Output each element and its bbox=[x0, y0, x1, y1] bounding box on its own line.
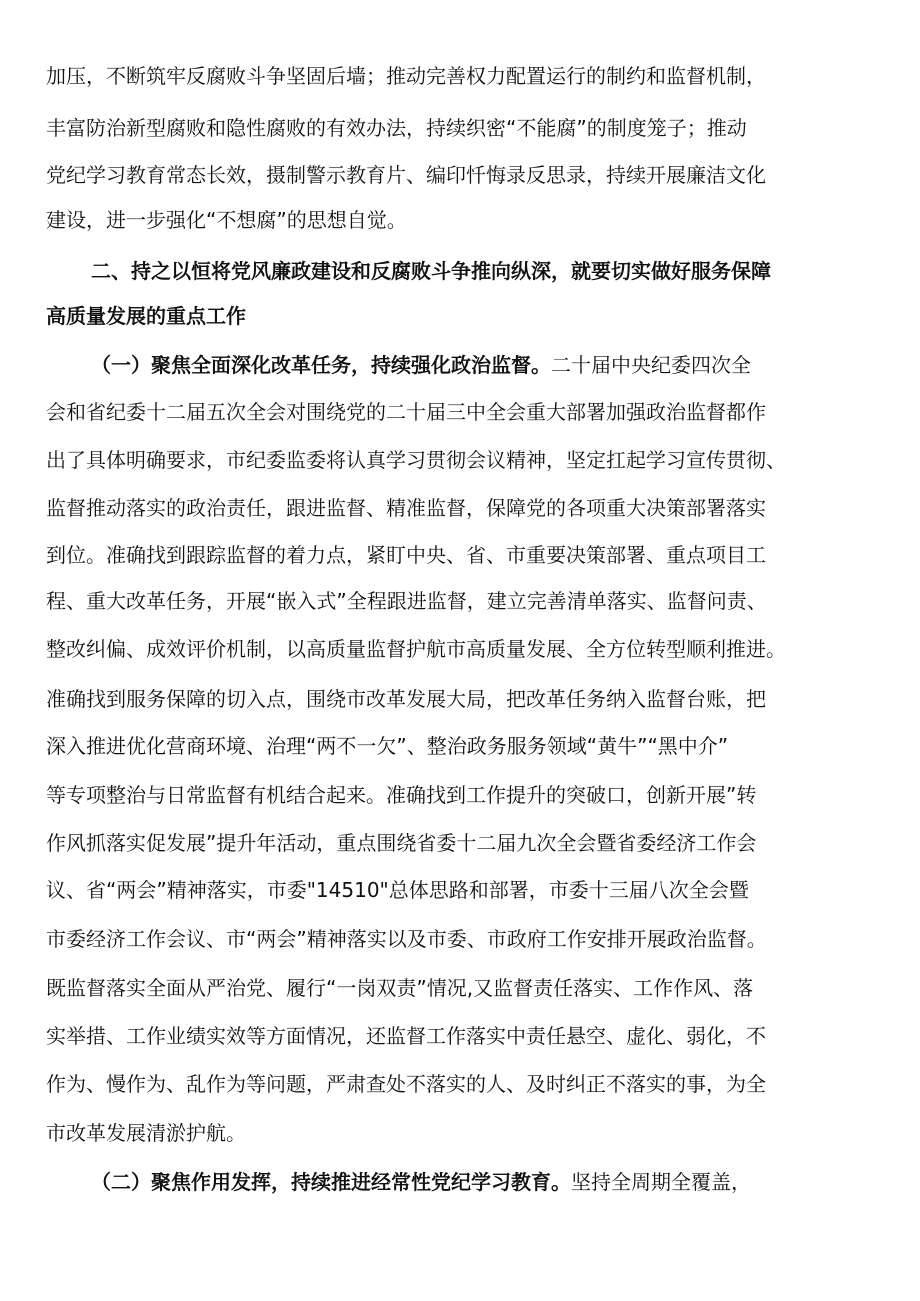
section-heading: 高质量发展的重点工作 bbox=[46, 304, 246, 328]
paragraph-line: 会和省纪委十二届五次全会对围绕党的二十届三中全会重大部署加强政治监督都作 bbox=[46, 400, 766, 424]
paragraph-line: 监督推动落实的政治责任，跟进监督、精准监督，保障党的各项重大决策部署落实 bbox=[46, 496, 766, 520]
subsection-first-line bbox=[91, 342, 882, 388]
paragraph-line: 作为、慢作为、乱作为等问题，严肃查处不落实的人、及时纠正不落实的事，为全 bbox=[46, 1072, 766, 1096]
paragraph-line: 程、重大改革任务，开展“嵌入式”全程跟进监督，建立完善清单落实、监督问责、 bbox=[46, 589, 767, 613]
paragraph-line: 到位。准确找到跟踪监督的着力点，紧盯中央、省、市重要决策部署、重点项目工 bbox=[46, 543, 766, 567]
paragraph-line: 议、省“两会”精神落实，市委"14510"总体思路和部署，市委十三届八次全会暨 bbox=[46, 878, 749, 902]
paragraph-line: 作风抓落实促发展”提升年活动，重点围绕省委十二届九次全会暨省委经济工作会 bbox=[46, 831, 757, 855]
paragraph-line: 等专项整治与日常监督有机结合起来。准确找到工作提升的突破口，创新开展”转 bbox=[46, 783, 757, 807]
paragraph-line: 党纪学习教育常态长效，摄制警示教育片、编印忏悔录反思录，持续开展廉洁文化 bbox=[46, 163, 766, 187]
paragraph-line: 市委经济工作会议、市“两会”精神落实以及市委、市政府工作安排开展政治监督。 bbox=[46, 927, 767, 951]
paragraph-line: 实举措、工作业绩实效等方面情况，还监督工作落实中责任悬空、虚化、弱化，不 bbox=[46, 1024, 766, 1048]
paragraph-line: 整改纠偏、成效评价机制，以高质量监督护航市高质量发展、全方位转型顺利推进。 bbox=[46, 637, 786, 661]
subsection-text: 坚持全周期全覆盖， bbox=[571, 1170, 751, 1194]
subsection-title: （一）聚焦全面深化改革任务，持续强化政治监督。 bbox=[91, 353, 551, 377]
paragraph-line: 出了具体明确要求，市纪委监委将认真学习贯彻会议精神，坚定扛起学习宣传贯彻、 bbox=[46, 448, 786, 472]
paragraph-line: 建设，进一步强化“不想腐”的思想自觉。 bbox=[46, 208, 407, 232]
subsection-first-line bbox=[91, 1159, 882, 1205]
paragraph-line: 准确找到服务保障的切入点，围绕市改革发展大局，把改革任务纳入监督台账，把 bbox=[46, 687, 766, 711]
subsection-text: 二十届中央纪委四次全 bbox=[551, 353, 751, 377]
paragraph-line: 丰富防治新型腐败和隐性腐败的有效办法，持续织密“不能腐”的制度笼子；推动 bbox=[46, 116, 747, 140]
paragraph-line: 加压，不断筑牢反腐败斗争坚固后墙；推动完善权力配置运行的制约和监督机制， bbox=[46, 64, 766, 88]
subsection-title: （二）聚焦作用发挥，持续推进经常性党纪学习教育。 bbox=[91, 1170, 571, 1194]
paragraph-line: 既监督落实全面从严治党、履行“一岗双责”情况,又监督责任落实、工作作风、落 bbox=[46, 976, 754, 1000]
paragraph-line: 市改革发展清淤护航。 bbox=[46, 1121, 246, 1145]
section-heading: 二、持之以恒将党风廉政建设和反腐败斗争推向纵深，就要切实做好服务保障 bbox=[91, 259, 771, 283]
paragraph-line: 深入推进优化营商环境、治理“两不一欠”、整治政务服务领域“黄牛”“黑中介” bbox=[46, 734, 729, 758]
